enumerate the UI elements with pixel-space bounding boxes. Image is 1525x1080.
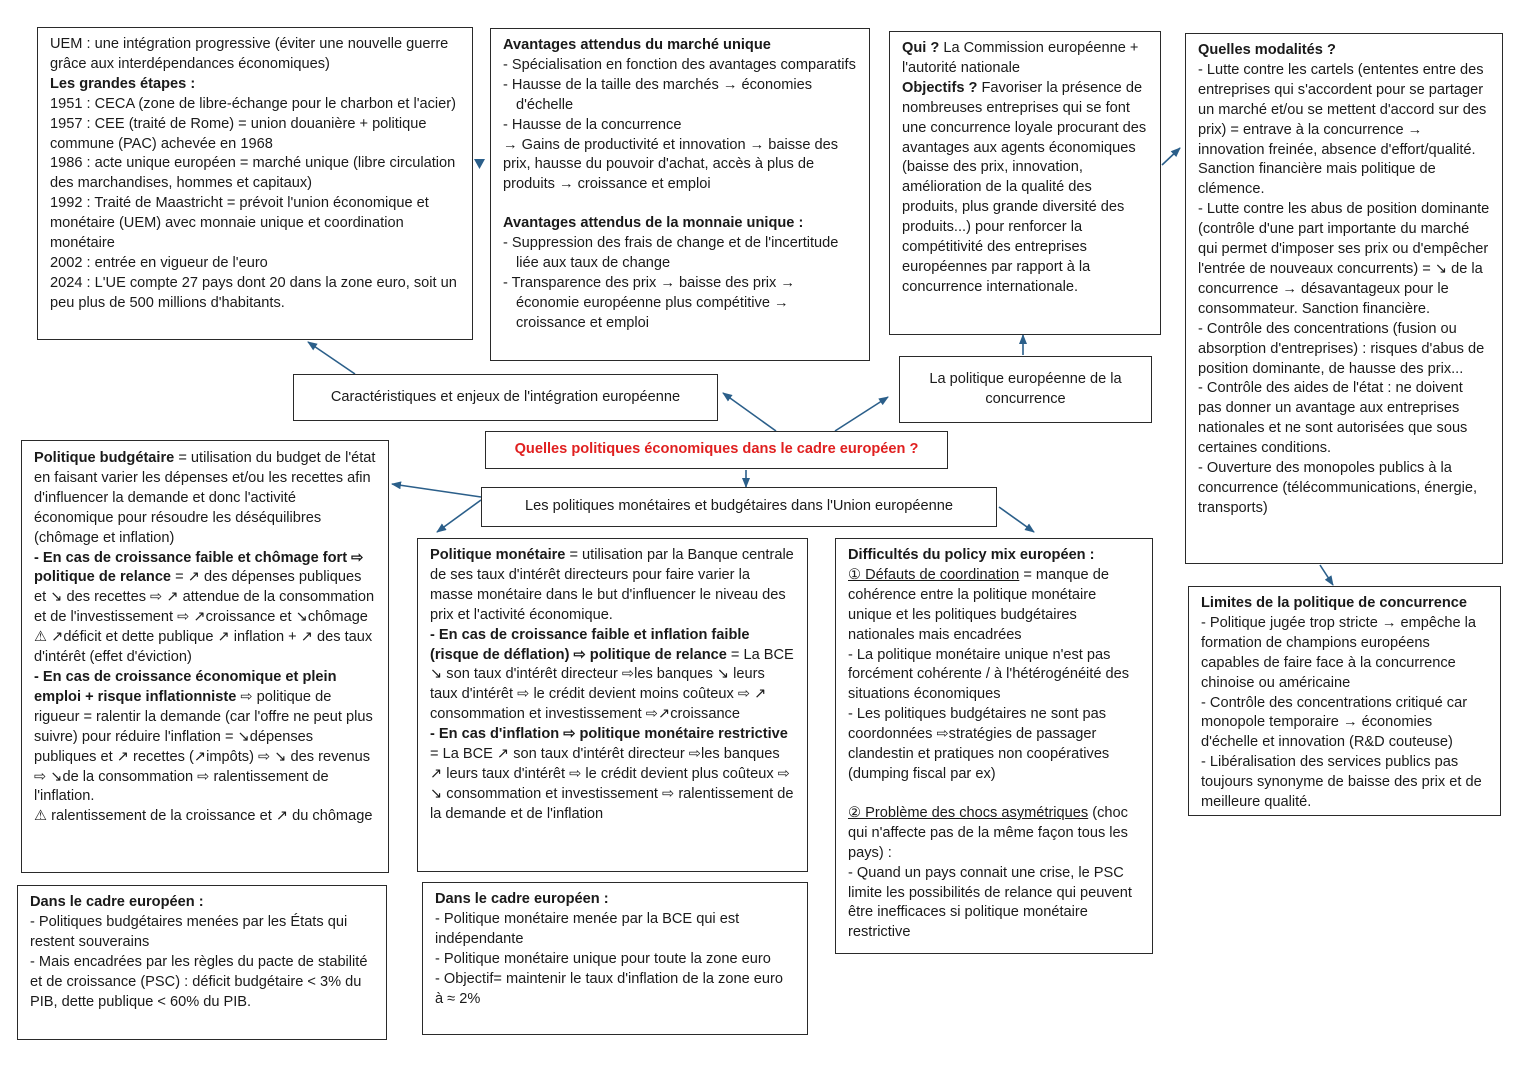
monetaire-case-restrictive bbox=[430, 725, 795, 825]
arrow-to-budgetaire bbox=[392, 484, 481, 497]
policy-mix-box bbox=[835, 538, 1153, 954]
budgetaire-warning-2: ⚠ ralentissement de la croissance et ↗ du chômage bbox=[34, 808, 373, 825]
qui-text: La Commission européenne + l'autorité nationale bbox=[902, 40, 1139, 76]
budgetaire-case-rigueur bbox=[34, 668, 376, 807]
monetaire-case-relance bbox=[430, 626, 795, 726]
modalites-item: - Ouverture des monopoles publics à la concurrence (télécommunications, énergie, transports) bbox=[1198, 460, 1478, 516]
modalites-item: - Lutte contre les abus de position dominante (contrôle d'une part importante du marché qui permet d'imposer ses prix ou d'empêcher l'entrée de nouveaux concurrents) = ↘ de la concurrence → désavantageux pour le consommateur. Sanction financière. bbox=[1198, 201, 1490, 317]
limites-heading: Limites de la politique de concurrence bbox=[1201, 595, 1467, 611]
monetaire-def-text: = utilisation par la Banque centrale de ses taux d'intérêt directeurs pour faire varier la masse monétaire dans le but d'influencer le niveau des prix et l'activité économique. bbox=[430, 547, 794, 623]
limites-item: - Libéralisation des services publics pas toujours synonyme de baisse des prix et de meilleure qualité. bbox=[1201, 754, 1482, 811]
qui-objectifs-box bbox=[889, 31, 1161, 335]
monetaire-case1-label: - En cas de croissance faible et inflation faible (risque de déflation) ⇨ politique de relance bbox=[430, 626, 750, 663]
policy-mix-point-2 bbox=[848, 804, 1140, 864]
node-caracteristiques-label: Caractéristiques et enjeux de l'intégration européenne bbox=[330, 388, 681, 405]
arrow-to-monetaire bbox=[437, 500, 481, 532]
uem-step: 1992 : Traité de Maastricht = prévoit l'union économique et monétaire (UEM) avec monnaie unique et coordination monétaire bbox=[50, 195, 429, 252]
node-caracteristiques bbox=[293, 374, 718, 421]
modalites-item: - Contrôle des concentrations (fusion ou absorption d'entreprises) : risques d'abus de position dominante, de hausse des prix... bbox=[1198, 320, 1485, 377]
cadre-budgetaire-box bbox=[17, 885, 387, 1040]
policy-mix-p2-text: (choc qui n'affecte pas de la même façon tous les pays) : bbox=[848, 804, 1128, 861]
uem-intro: UEM : une intégration progressive (éviter une nouvelle guerre grâce aux interdépendances économiques) bbox=[50, 36, 449, 72]
budgetaire-box bbox=[21, 440, 389, 873]
budgetaire-case2-text: ⇨ politique de rigueur = ralentir la demande (car l'offre ne peut plus suivre) pour réduire l'inflation = ↘dépenses publiques et ↗ recettes (↗impôts) ⇨ ↘ des revenus ⇨ ↘de la consommation ⇨ ralentissement de l'inflation. bbox=[34, 688, 373, 805]
budgetaire-case-relance bbox=[34, 549, 376, 629]
policy-mix-item: - La politique monétaire unique n'est pas forcément cohérente / à l'hétérogénéité des situations économiques bbox=[848, 646, 1130, 703]
budgetaire-case2-label: - En cas de croissance économique et plein emploi + risque inflationniste bbox=[34, 668, 337, 705]
monetaire-definition bbox=[430, 546, 795, 626]
arrow-to-uem bbox=[308, 342, 355, 374]
uem-step: 2002 : entrée en vigueur de l'euro bbox=[50, 254, 268, 271]
arrow-uem-to-avantages bbox=[474, 159, 485, 169]
budgetaire-def-text: = utilisation du budget de l'état en faisant varier les dépenses et/ou les recettes afin d'influencer la demande et donc l'activité économique pour résoudre les déséquilibres (chômage et inflation) bbox=[34, 450, 376, 546]
arrow-to-limites bbox=[1320, 565, 1333, 585]
budgetaire-case1-text: = ↗ des dépenses publiques et ↘ des recettes ⇨ ↗ attendue de la consommation et de l'investissement ⇨ ↗croissance et ↘chômage bbox=[34, 569, 375, 626]
uem-step: 1957 : CEE (traité de Rome) = union douanière + politique commune (PAC) achevée en 1968 bbox=[50, 115, 427, 152]
policy-mix-item: - Quand un pays connait une crise, le PSC limite les possibilités de relance qui peuvent être inefficaces si politique monétaire restrictive bbox=[848, 864, 1132, 941]
objectifs-paragraph bbox=[902, 79, 1148, 298]
avantages-marche-item: - Hausse de la concurrence bbox=[503, 116, 682, 133]
policy-mix-p2-label: ② Problème des chocs asymétriques bbox=[848, 804, 1089, 821]
monetaire-box bbox=[417, 538, 808, 872]
budgetaire-case1-label: - En cas de croissance faible et chômage fort ⇨ politique de relance bbox=[34, 549, 364, 586]
uem-step: 1986 : acte unique européen = marché unique (libre circulation des marchandises, hommes et capitaux) bbox=[50, 155, 456, 192]
limites-item: - Politique jugée trop stricte → empêche la formation de champions européens capables de faire face à la concurrence chinoise ou américaine bbox=[1201, 614, 1476, 691]
avantages-monnaie-item: - Transparence des prix → baisse des prix → économie européenne plus compétitive → croissance et emploi bbox=[503, 274, 795, 331]
monetaire-def-label: Politique monétaire bbox=[430, 547, 566, 563]
policy-mix-p1-text: = manque de cohérence entre la politique monétaire unique et les politiques budgétaires nationales mais encadrées bbox=[848, 566, 1109, 643]
budgetaire-warning-1: ⚠ ↗déficit et dette publique ↗ inflation + ↗ des taux d'intérêt (effet d'éviction) bbox=[34, 629, 373, 666]
cadre-budgetaire-item: - Mais encadrées par les règles du pacte de stabilité et de croissance (PSC) : déficit budgétaire < 3% du PIB, dette publique < 60% du PIB. bbox=[30, 953, 368, 1010]
uem-step: 1951 : CECA (zone de libre-échange pour le charbon et l'acier) bbox=[50, 95, 456, 112]
cadre-budgetaire-heading: Dans le cadre européen : bbox=[30, 894, 204, 910]
avantages-marche-heading: Avantages attendus du marché unique bbox=[503, 37, 771, 53]
policy-mix-p1-label: ① Défauts de coordination bbox=[848, 566, 1020, 583]
avantages-marche-item: - Spécialisation en fonction des avantages comparatifs bbox=[503, 56, 856, 73]
cadre-monetaire-item: - Politique monétaire unique pour toute la zone euro bbox=[435, 950, 771, 967]
qui-paragraph bbox=[902, 39, 1148, 79]
cadre-monetaire-item: - Politique monétaire menée par la BCE qui est indépendante bbox=[435, 910, 740, 947]
budgetaire-def-label: Politique budgétaire bbox=[34, 450, 175, 466]
uem-heading: Les grandes étapes : bbox=[50, 75, 196, 92]
center-title: Quelles politiques économiques dans le cadre européen ? bbox=[514, 441, 919, 458]
avantages-box bbox=[490, 28, 870, 361]
arrow-center-to-caracteristiques bbox=[723, 393, 776, 431]
modalites-item: - Contrôle des aides de l'état : ne doivent pas donner un avantage aux entreprises nationales et ne sont autorisées que sous certaines conditions. bbox=[1198, 380, 1468, 457]
avantages-marche-item: - Hausse de la taille des marchés → économies d'échelle bbox=[503, 76, 813, 113]
avantages-marche-result: → Gains de productivité et innovation → baisse des prix, hausse du pouvoir d'achat, accès à plus de produits → croissance et emploi bbox=[503, 136, 839, 193]
modalites-item: - Lutte contre les cartels (ententes entre des entreprises qui s'accordent pour se partager un marché et/ou se mettent d'accord sur des prix) = entrave à la concurrence → innovation freinée, absence d'effort/qualité. Sanction financière mais politique de clémence. bbox=[1198, 61, 1487, 198]
avantages-monnaie-item: - Suppression des frais de change et de l'incertitude liée aux taux de change bbox=[503, 235, 839, 272]
center-title-box bbox=[485, 431, 948, 469]
arrow-center-to-concurrence bbox=[835, 397, 888, 431]
cadre-budgetaire-item: - Politiques budgétaires menées par les États qui restent souverains bbox=[30, 913, 348, 950]
monetaire-case2-text: = La BCE ↗ son taux d'intérêt directeur ⇨les banques ↗ leurs taux d'intérêt ⇨ le crédit devient plus coûteux ⇨ ↘ consommation et investissement ⇨ ralentissement de la demande et de l'inflation bbox=[430, 746, 794, 822]
cadre-monetaire-heading: Dans le cadre européen : bbox=[435, 891, 609, 907]
uem-box bbox=[37, 27, 473, 340]
node-concurrence-label: La politique européenne de la concurrence bbox=[929, 370, 1122, 407]
arrow-to-modalites bbox=[1162, 148, 1180, 165]
arrow-to-policy-mix bbox=[999, 507, 1034, 532]
objectifs-label: Objectifs ? bbox=[902, 79, 978, 96]
modalites-heading: Quelles modalités ? bbox=[1198, 42, 1336, 58]
limites-item: - Contrôle des concentrations critiqué car monopole temporaire → économies d'échelle et innovation (R&D couteuse) bbox=[1201, 694, 1468, 751]
modalites-box bbox=[1185, 33, 1503, 564]
policy-mix-item: - Les politiques budgétaires ne sont pas coordonnées ⇨stratégies de passager clandestin et pratiques non coopératives (dumping fiscal par ex) bbox=[848, 706, 1110, 782]
avantages-monnaie-heading: Avantages attendus de la monnaie unique : bbox=[503, 215, 804, 232]
objectifs-text: Favoriser la présence de nombreuses entreprises qui se font une concurrence loyale procurant des avantages aux agents économiques (baisse des prix, innovation, amélioration de la qualité des produits, plus grande diversité des produits...) pour renforcer la compétitivité des entreprises européennes par rapport à la concurrence internationale. bbox=[902, 79, 1147, 295]
cadre-monetaire-item: - Objectif= maintenir le taux d'inflation de la zone euro à ≈ 2% bbox=[435, 970, 783, 1007]
cadre-monetaire-box bbox=[422, 882, 808, 1035]
monetaire-case1-text: = La BCE ↘ son taux d'intérêt directeur ⇨les banques ↘ leurs taux d'intérêt ⇨ le crédit devient moins coûteux ⇨ ↗ consommation et investissement ⇨↗croissance bbox=[430, 646, 794, 723]
node-monetaire-budgetaire-label: Les politiques monétaires et budgétaires dans l'Union européenne bbox=[525, 498, 953, 515]
node-concurrence bbox=[899, 356, 1152, 423]
budgetaire-definition bbox=[34, 449, 376, 549]
uem-step: 2024 : L'UE compte 27 pays dont 20 dans la zone euro, soit un peu plus de 500 millions d'habitants. bbox=[50, 274, 457, 311]
monetaire-case2-label: - En cas d'inflation ⇨ politique monétaire restrictive bbox=[430, 726, 788, 743]
policy-mix-heading: Difficultés du policy mix européen : bbox=[848, 547, 1095, 563]
qui-label: Qui ? bbox=[902, 40, 940, 56]
policy-mix-point-1 bbox=[848, 566, 1140, 646]
limites-box bbox=[1188, 586, 1501, 816]
node-monetaire-budgetaire bbox=[481, 487, 997, 527]
